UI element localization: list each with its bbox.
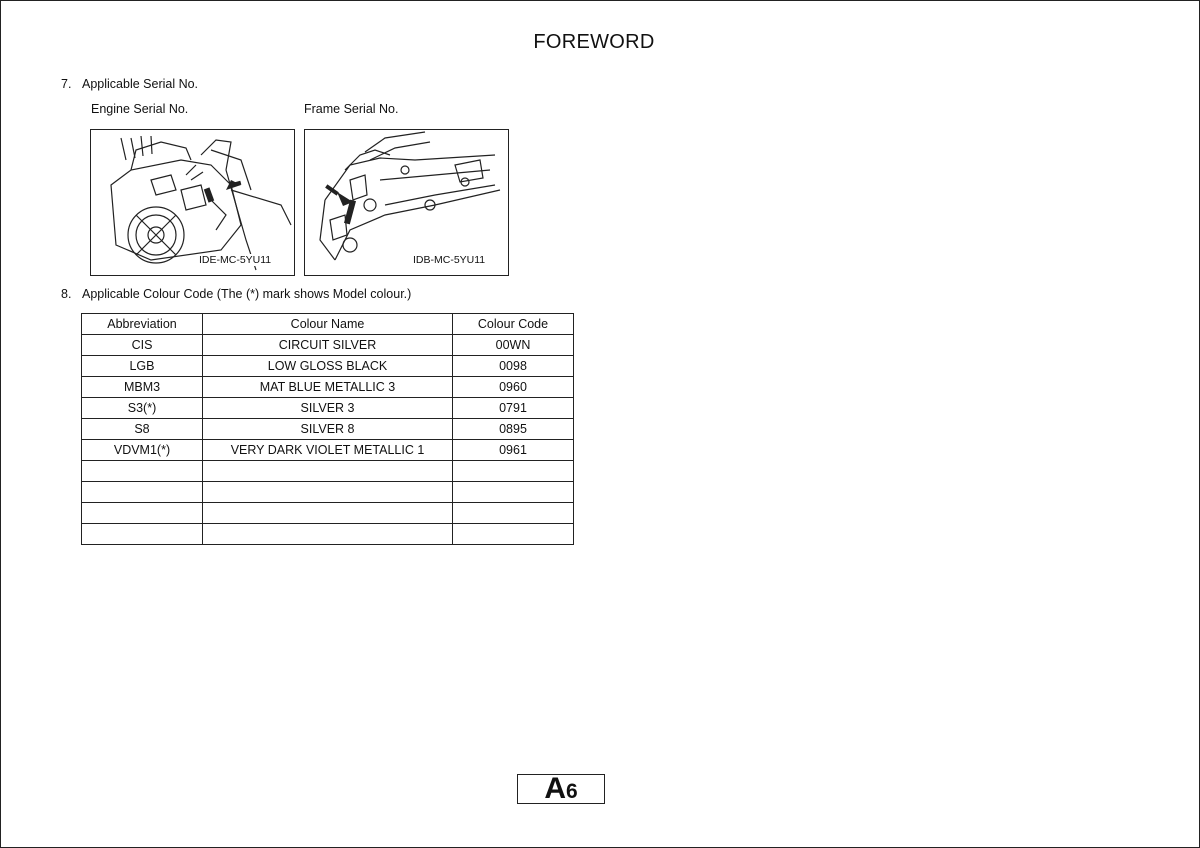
table-row bbox=[82, 356, 574, 377]
colour-name-cell: SILVER 3 bbox=[203, 398, 453, 419]
abbreviation-cell: S3(*) bbox=[82, 398, 203, 419]
table-row bbox=[82, 440, 574, 461]
colour-code-cell bbox=[453, 482, 574, 503]
abbreviation-cell bbox=[82, 461, 203, 482]
table-row-empty bbox=[82, 524, 574, 545]
abbreviation-cell: S8 bbox=[82, 419, 203, 440]
column-header-colour-code: Colour Code bbox=[453, 314, 574, 335]
colour-name-cell: CIRCUIT SILVER bbox=[203, 335, 453, 356]
table-row bbox=[82, 377, 574, 398]
colour-code-cell: 0961 bbox=[453, 440, 574, 461]
abbreviation-cell: CIS bbox=[82, 335, 203, 356]
column-header-abbreviation: Abbreviation bbox=[82, 314, 203, 335]
abbreviation-cell bbox=[82, 503, 203, 524]
colour-code-cell bbox=[453, 503, 574, 524]
section-8-number: 8. bbox=[61, 287, 72, 301]
abbreviation-cell bbox=[82, 482, 203, 503]
colour-code-cell: 0098 bbox=[453, 356, 574, 377]
colour-code-cell bbox=[453, 461, 574, 482]
colour-code-cell: 0960 bbox=[453, 377, 574, 398]
colour-name-cell bbox=[203, 503, 453, 524]
colour-code-cell: 00WN bbox=[453, 335, 574, 356]
table-row-empty bbox=[82, 461, 574, 482]
frame-figure-code: IDB-MC-5YU11 bbox=[413, 254, 486, 266]
engine-serial-caption: Engine Serial No. bbox=[91, 102, 189, 116]
abbreviation-cell: LGB bbox=[82, 356, 203, 377]
abbreviation-cell: MBM3 bbox=[82, 377, 203, 398]
colour-name-cell: SILVER 8 bbox=[203, 419, 453, 440]
abbreviation-cell: VDVM1(*) bbox=[82, 440, 203, 461]
page-title: FOREWORD bbox=[533, 31, 655, 53]
section-7-number: 7. bbox=[61, 77, 72, 91]
abbreviation-cell bbox=[82, 524, 203, 545]
frame-serial-figure bbox=[304, 129, 509, 276]
colour-code-table bbox=[81, 313, 574, 545]
page-number-badge bbox=[517, 774, 605, 804]
section-8-title: Applicable Colour Code (The (*) mark shows Model colour.) bbox=[82, 287, 412, 301]
page-number: 6 bbox=[565, 780, 578, 803]
table-header-row bbox=[82, 314, 574, 335]
column-header-colour-name: Colour Name bbox=[203, 314, 453, 335]
colour-name-cell bbox=[203, 461, 453, 482]
colour-code-cell: 0895 bbox=[453, 419, 574, 440]
colour-code-cell: 0791 bbox=[453, 398, 574, 419]
table-row bbox=[82, 419, 574, 440]
engine-figure-code: IDE-MC-5YU11 bbox=[199, 254, 272, 266]
colour-name-cell bbox=[203, 482, 453, 503]
table-row-empty bbox=[82, 482, 574, 503]
section-7-title: Applicable Serial No. bbox=[82, 77, 199, 91]
page-letter: A bbox=[544, 772, 566, 805]
colour-name-cell: MAT BLUE METALLIC 3 bbox=[203, 377, 453, 398]
colour-code-cell bbox=[453, 524, 574, 545]
colour-name-cell bbox=[203, 524, 453, 545]
engine-serial-figure bbox=[90, 129, 295, 276]
frame-serial-caption: Frame Serial No. bbox=[304, 102, 399, 116]
table-row bbox=[82, 398, 574, 419]
table-row-empty bbox=[82, 503, 574, 524]
colour-name-cell: VERY DARK VIOLET METALLIC 1 bbox=[203, 440, 453, 461]
table-row bbox=[82, 335, 574, 356]
colour-name-cell: LOW GLOSS BLACK bbox=[203, 356, 453, 377]
